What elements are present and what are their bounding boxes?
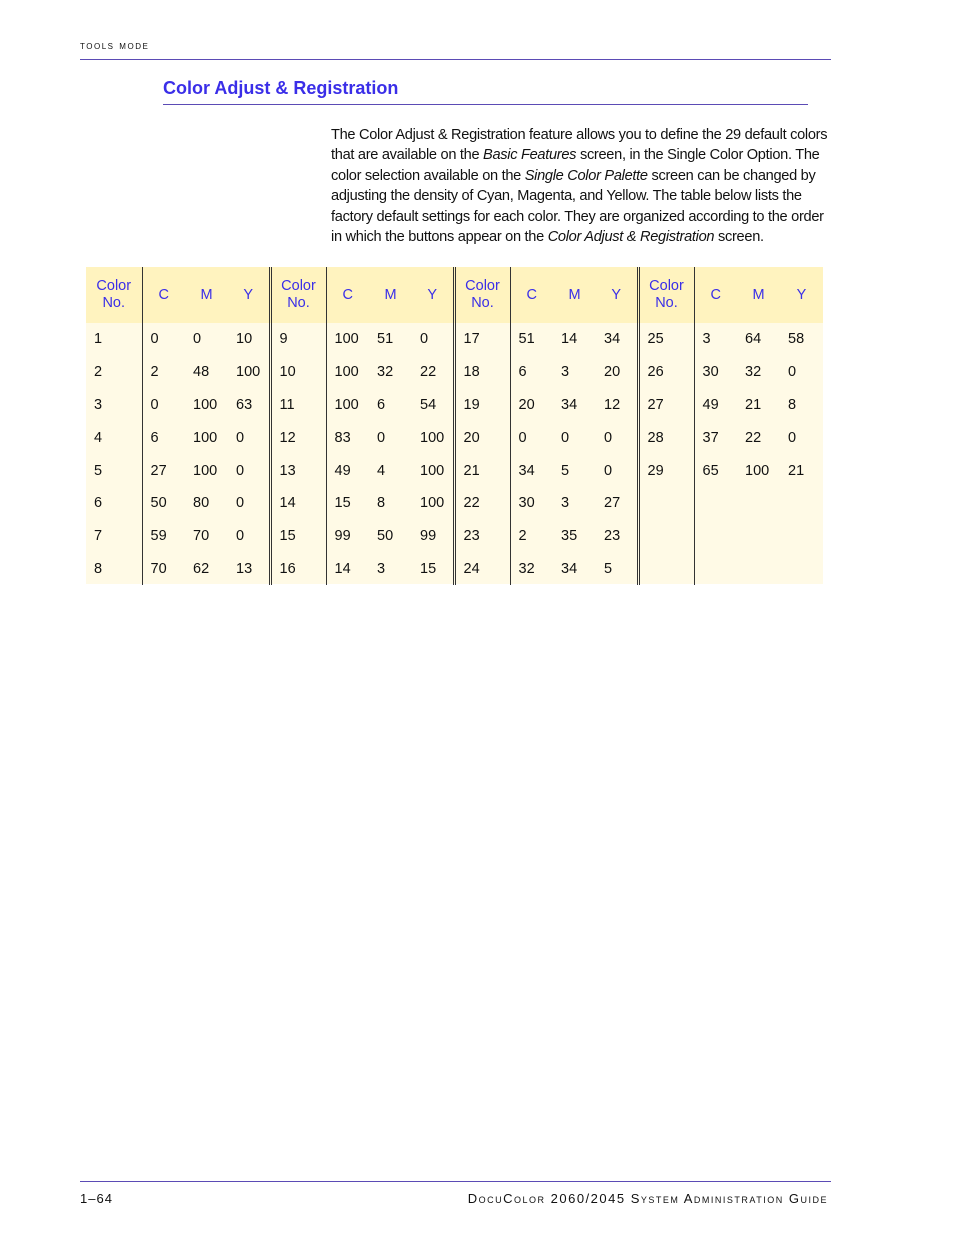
table-cell: 34 (604, 331, 621, 348)
color-cmy-table (86, 267, 824, 585)
table-cell: 20 (510, 389, 553, 422)
table-cell: 1 (94, 331, 103, 348)
table-row (86, 323, 823, 356)
table-cell: 2 (142, 356, 185, 389)
table-cell: 15 (270, 520, 326, 553)
table-cell: 30 (510, 487, 553, 520)
table-cell: 23 (454, 520, 510, 553)
table-cell (737, 520, 780, 553)
header-color-no: Color No. (270, 267, 326, 323)
table-cell: 22 (454, 487, 510, 520)
table-header-row (86, 267, 823, 323)
table-row (86, 553, 823, 586)
table-cell: 100 (326, 389, 369, 422)
table-cell: 3 (561, 495, 570, 512)
page-number: 1–64 (80, 1191, 113, 1206)
table-cell (694, 520, 737, 553)
table-cell (737, 553, 780, 586)
table-cell: 37 (694, 421, 737, 454)
table-cell: 3 (694, 323, 737, 356)
table-cell: 26 (638, 356, 694, 389)
intro-text-1: The Color Adjust & Registration feature allows you to define the 29 default colors that are available on the (331, 127, 828, 164)
table-cell: 21 (454, 454, 510, 487)
table-cell: 9 (270, 323, 326, 356)
table-cell: 32 (745, 364, 762, 381)
table-cell: 63 (236, 396, 253, 413)
table-cell: 7 (94, 528, 103, 545)
table-cell: 22 (420, 364, 437, 381)
table-row (86, 520, 823, 553)
table-row (86, 389, 823, 422)
table-cell: 3 (377, 560, 386, 577)
color-table-container (86, 267, 823, 584)
table-cell: 4 (94, 429, 103, 446)
table-cell: 8 (94, 560, 103, 577)
table-cell: 15 (326, 487, 369, 520)
footer-rule (80, 1181, 831, 1182)
table-cell: 25 (638, 323, 694, 356)
table-cell: 0 (561, 429, 570, 446)
section-title: Color Adjust & Registration (163, 78, 399, 98)
table-cell: 50 (142, 487, 185, 520)
guide-title: DocuColor 2060/2045 System Administration Guide (467, 1191, 828, 1206)
table-cell: 50 (377, 528, 394, 545)
table-cell: 100 (193, 396, 218, 413)
table-cell: 100 (420, 429, 445, 446)
table-cell: 0 (604, 462, 613, 479)
table-cell: 4 (377, 462, 386, 479)
table-row (86, 356, 823, 389)
table-cell: 0 (420, 331, 429, 348)
intro-text-4: screen. (714, 229, 764, 246)
table-cell: 30 (694, 356, 737, 389)
table-cell: 99 (420, 528, 437, 545)
table-row (86, 421, 823, 454)
table-cell: 100 (420, 462, 445, 479)
table-cell: 6 (94, 495, 103, 512)
table-cell: 14 (326, 553, 369, 586)
table-cell: 0 (788, 429, 797, 446)
title-rule (163, 104, 808, 105)
table-cell: 23 (604, 528, 621, 545)
table-cell: 20 (604, 364, 621, 381)
table-cell (780, 553, 823, 586)
table-cell: 80 (193, 495, 210, 512)
intro-paragraph (331, 125, 831, 247)
table-cell: 100 (326, 323, 369, 356)
table-cell: 14 (270, 487, 326, 520)
table-cell: 21 (745, 396, 762, 413)
table-cell: 5 (561, 462, 570, 479)
table-cell (780, 487, 823, 520)
table-cell: 100 (420, 495, 445, 512)
table-cell: 0 (193, 331, 202, 348)
table-row (86, 454, 823, 487)
table-cell: 32 (377, 364, 394, 381)
table-cell: 99 (326, 520, 369, 553)
header-m: M (200, 286, 213, 303)
table-cell: 64 (745, 331, 762, 348)
table-cell: 13 (270, 454, 326, 487)
table-cell: 34 (561, 396, 578, 413)
table-cell (638, 520, 694, 553)
table-cell: 10 (236, 331, 253, 348)
table-cell: 28 (638, 421, 694, 454)
header-y: Y (243, 286, 254, 303)
table-cell: 14 (561, 331, 578, 348)
table-cell: 83 (326, 421, 369, 454)
header-color-no: Color No. (96, 278, 132, 311)
table-cell: 32 (510, 553, 553, 586)
header-color-no: Color No. (638, 267, 694, 323)
header-c: C (694, 267, 737, 323)
table-cell: 6 (377, 396, 386, 413)
table-row (86, 487, 823, 520)
running-head: tools mode (80, 38, 150, 52)
table-cell: 12 (604, 396, 621, 413)
intro-emphasis-1: Basic Features (483, 147, 577, 164)
header-c: C (326, 267, 369, 323)
header-color-no: Color No. (454, 267, 510, 323)
table-cell: 0 (604, 429, 613, 446)
table-cell: 2 (510, 520, 553, 553)
table-body (86, 323, 823, 585)
table-cell: 70 (193, 528, 210, 545)
header-y: Y (427, 286, 438, 303)
table-cell: 10 (270, 356, 326, 389)
table-cell: 12 (270, 421, 326, 454)
table-cell: 24 (454, 553, 510, 586)
table-cell: 51 (377, 331, 394, 348)
intro-emphasis-3: Color Adjust & Registration (547, 229, 715, 246)
table-cell: 6 (510, 356, 553, 389)
table-cell: 27 (604, 495, 621, 512)
header-m: M (752, 286, 765, 303)
table-cell: 15 (420, 560, 437, 577)
table-cell: 34 (561, 560, 578, 577)
table-cell: 0 (236, 462, 245, 479)
table-cell: 49 (326, 454, 369, 487)
table-cell: 70 (142, 553, 185, 586)
header-y: Y (611, 286, 622, 303)
table-cell: 49 (694, 389, 737, 422)
table-cell: 20 (454, 421, 510, 454)
table-cell: 5 (604, 560, 613, 577)
table-cell: 54 (420, 396, 437, 413)
table-cell: 35 (561, 528, 578, 545)
table-cell: 29 (638, 454, 694, 487)
table-cell: 22 (745, 429, 762, 446)
header-m: M (568, 286, 581, 303)
table-cell: 11 (270, 389, 326, 422)
table-cell: 16 (270, 553, 326, 586)
table-cell: 27 (142, 454, 185, 487)
table-cell: 58 (788, 331, 805, 348)
intro-emphasis-2: Single Color Palette (524, 167, 648, 184)
table-cell: 8 (788, 396, 797, 413)
table-cell: 18 (454, 356, 510, 389)
header-y: Y (796, 286, 807, 303)
table-cell: 0 (377, 429, 386, 446)
table-cell: 65 (694, 454, 737, 487)
table-cell: 62 (193, 560, 210, 577)
table-cell: 0 (788, 364, 797, 381)
table-cell (737, 487, 780, 520)
table-cell (638, 487, 694, 520)
intro-text-3: screen can be changed by adjusting the density of Cyan, Magenta, and Yellow. The table below lists the factory default settings for each color. They are organized according to the order in which the buttons appear on the (331, 167, 824, 246)
table-cell: 17 (454, 323, 510, 356)
table-cell: 0 (236, 495, 245, 512)
table-cell: 27 (638, 389, 694, 422)
header-m: M (384, 286, 397, 303)
table-cell: 100 (326, 356, 369, 389)
table-cell: 59 (142, 520, 185, 553)
table-cell (780, 520, 823, 553)
table-cell (694, 553, 737, 586)
header-c: C (142, 267, 185, 323)
table-cell: 51 (510, 323, 553, 356)
table-cell: 100 (193, 462, 218, 479)
table-cell: 13 (236, 560, 253, 577)
table-cell: 21 (788, 462, 805, 479)
table-cell: 100 (193, 429, 218, 446)
header-rule (80, 59, 831, 60)
table-cell: 34 (510, 454, 553, 487)
table-cell: 3 (561, 364, 570, 381)
table-cell (638, 553, 694, 586)
table-cell: 0 (236, 429, 245, 446)
table-cell: 6 (142, 421, 185, 454)
table-cell: 0 (142, 323, 185, 356)
table-cell: 100 (745, 462, 770, 479)
table-cell: 2 (94, 364, 103, 381)
table-cell: 19 (454, 389, 510, 422)
header-c: C (510, 267, 553, 323)
table-cell: 0 (510, 421, 553, 454)
table-cell: 48 (193, 364, 210, 381)
table-cell: 0 (236, 528, 245, 545)
table-cell: 8 (377, 495, 386, 512)
table-cell (694, 487, 737, 520)
table-cell: 100 (236, 364, 261, 381)
table-cell: 0 (142, 389, 185, 422)
table-cell: 3 (94, 396, 103, 413)
intro-text-2: screen, in the Single Color Option. The color selection available on the (331, 147, 820, 184)
table-cell: 5 (94, 462, 103, 479)
